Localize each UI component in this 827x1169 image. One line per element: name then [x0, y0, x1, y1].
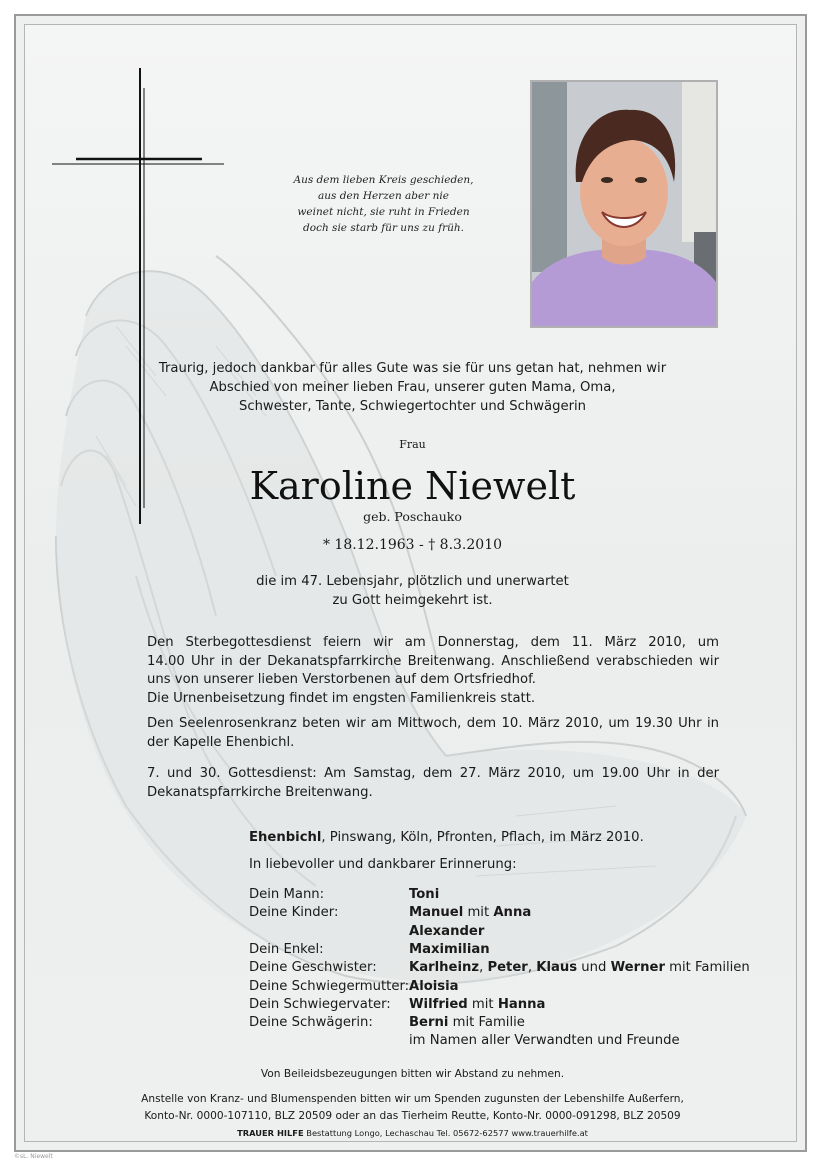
age-line: zu Gott heimgekehrt ist. — [332, 593, 493, 608]
family-name: Manuel — [409, 905, 464, 921]
family-names — [409, 905, 531, 920]
mass-paragraph — [147, 765, 719, 802]
family-name: Peter — [487, 960, 528, 976]
place-bold: Ehenbichl — [249, 830, 322, 845]
age-line: die im 47. Lebensjahr, plötzlich und unerwartet — [256, 574, 569, 589]
life-dates: * 18.12.1963 - † 8.3.2010 — [322, 537, 503, 553]
family-names — [409, 1033, 680, 1048]
cross-icon — [52, 68, 242, 524]
birth-name: geb. Poschauko — [363, 509, 462, 524]
intro-line: Schwester, Tante, Schwiegertochter und Schwägerin — [238, 399, 587, 414]
intro-text — [16, 359, 809, 416]
family-relation: Deine Schwägerin: — [249, 1015, 373, 1031]
places-rest: , Pinswang, Köln, Pfronten, Pflach, im März 2010. — [321, 830, 644, 845]
family-name: Karlheinz — [409, 960, 480, 976]
family-name: Toni — [409, 887, 440, 902]
service-line: 14.00 Uhr in der Dekanatspfarrkirche Breitenwang. Anschließend verabschieden wir — [147, 653, 719, 669]
family-connector: und — [577, 960, 611, 976]
family-name: Klaus — [536, 960, 578, 976]
family-relation: Deine Geschwister: — [249, 960, 377, 976]
family-names — [409, 1015, 525, 1030]
family-connector: im Namen aller Verwandten und Freunde — [409, 1033, 680, 1049]
family-name: Berni — [409, 1015, 449, 1031]
memorial-poem — [286, 172, 481, 236]
family-name: Werner — [610, 960, 665, 976]
undertaker-brand: TRAUER HILFE — [237, 1128, 304, 1138]
family-connector: mit — [467, 996, 498, 1012]
undertaker-footer — [16, 1128, 809, 1138]
family-names — [409, 979, 459, 994]
family-connector: mit Familien — [664, 960, 750, 976]
places-line — [249, 829, 644, 848]
family-relation: Deine Schwiegermutter: — [249, 978, 410, 994]
family-name: Maximilian — [409, 941, 490, 957]
rosary-paragraph — [147, 715, 719, 752]
intro-line: Abschied von meiner lieben Frau, unserer guten Mama, Oma, — [209, 380, 616, 395]
family-name: Hanna — [497, 996, 546, 1012]
undertaker-contact: Bestattung Longo, Lechaschau Tel. 05672-62577 www.trauerhilfe.at — [303, 1128, 588, 1138]
salutation: Frau — [399, 438, 426, 451]
service-line: Den Sterbegottesdienst feiern wir am Donnerstag, dem 11. März 2010, um — [147, 635, 719, 650]
rosary-line: der Kapelle Ehenbichl. — [147, 734, 295, 750]
family-relation: Deine Kinder: — [249, 905, 339, 921]
condolence-note: Von Beileidsbezeugungen bitten wir Abstand zu nehmen. — [260, 1068, 565, 1080]
mass-line: 7. und 30. Gottesdienst: Am Samstag, dem 27. März 2010, um 19.00 Uhr in der — [147, 766, 719, 781]
family-connector: , — [527, 960, 537, 976]
service-line: uns von unserer lieben Verstorbenen auf dem Ortsfriedhof. — [147, 672, 536, 687]
age-text — [16, 572, 809, 610]
family-relation: Dein Mann: — [249, 887, 325, 902]
family-names — [409, 942, 490, 957]
family-relation: Dein Schwiegervater: — [249, 996, 391, 1012]
deceased-name: Karoline Niewelt — [249, 464, 576, 508]
rosary-line: Den Seelenrosenkranz beten wir am Mittwoch, dem 10. März 2010, um 19.30 Uhr in — [147, 716, 719, 731]
poem-line: weinet nicht, sie ruht in Frieden — [297, 206, 470, 218]
intro-line: Traurig, jedoch dankbar für alles Gute was sie für uns getan hat, nehmen wir — [158, 361, 667, 376]
family-relation: Dein Enkel: — [249, 941, 324, 957]
family-name: Aloisia — [409, 978, 459, 994]
portrait-image — [532, 82, 716, 326]
family-names — [409, 997, 545, 1012]
poem-line: aus den Herzen aber nie — [318, 190, 449, 202]
donation-line: Anstelle von Kranz- und Blumenspenden bitten wir um Spenden zugunsten der Lebenshilfe Außerfern, — [141, 1093, 684, 1105]
funeral-service-paragraph — [147, 634, 719, 708]
donation-line: Konto-Nr. 0000-107110, BLZ 20509 oder an das Tierheim Reutte, Konto-Nr. 0000-091298, BLZ 20509 — [144, 1110, 681, 1122]
donation-note — [16, 1091, 809, 1125]
notice-frame — [14, 14, 807, 1152]
family-connector: mit — [463, 905, 494, 921]
family-name: Alexander — [409, 923, 485, 939]
family-names — [409, 887, 439, 902]
family-connector: , — [479, 960, 488, 976]
poem-line: doch sie starb für uns zu früh. — [303, 222, 464, 234]
family-name: Anna — [493, 905, 532, 921]
memory-line: In liebevoller und dankbarer Erinnerung: — [249, 857, 517, 872]
mass-line: Dekanatspfarrkirche Breitenwang. — [147, 784, 373, 800]
family-name: Wilfried — [409, 996, 468, 1012]
family-connector: mit Familie — [448, 1015, 525, 1031]
portrait-photo — [530, 80, 718, 328]
photo-credit: ©sL. Niewelt — [14, 1153, 53, 1160]
family-names — [409, 924, 484, 939]
family-names — [409, 960, 750, 975]
poem-line: Aus dem lieben Kreis geschieden, — [293, 174, 474, 186]
service-line: Die Urnenbeisetzung findet im engsten Familienkreis statt. — [147, 690, 536, 706]
